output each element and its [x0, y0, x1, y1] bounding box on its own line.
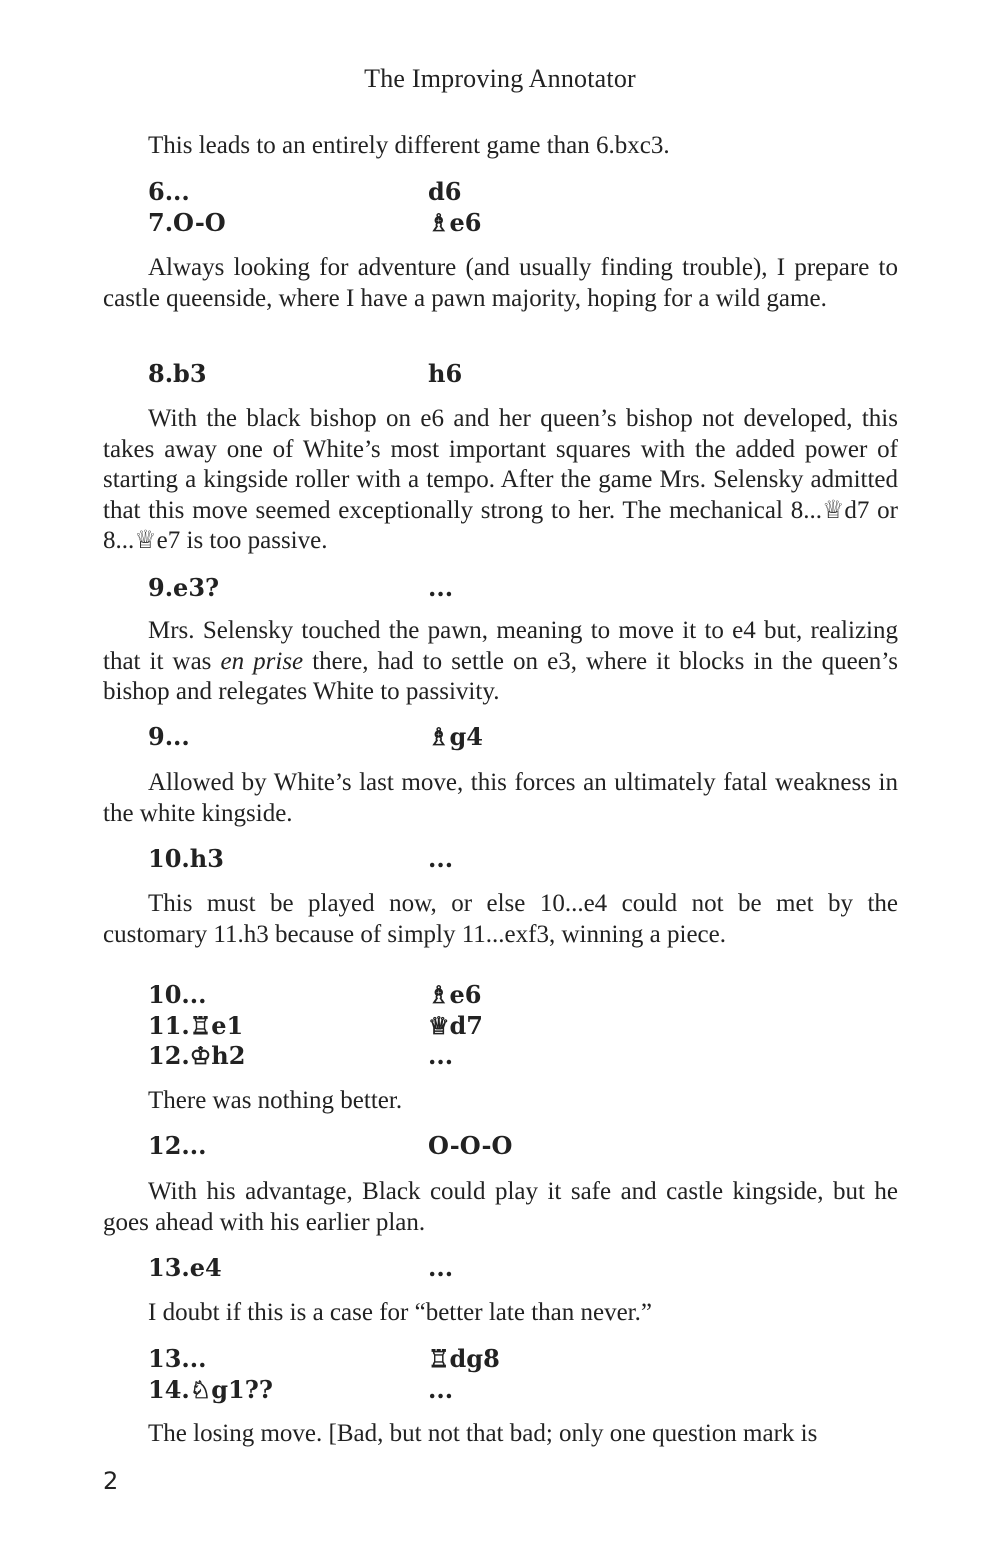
paragraph-text: The losing move. [Bad, but not that bad; only one question mark is [148, 1420, 818, 1447]
white-move: 13.e4 [148, 1253, 222, 1282]
commentary-paragraph [103, 889, 898, 950]
move-block [148, 844, 848, 875]
commentary-paragraph [103, 1419, 898, 1450]
white-move: 12.♔h2 [148, 1041, 246, 1070]
move-block [148, 1344, 848, 1405]
paragraph-text-before: Mrs. Selensky touched the pawn, meaning to move it to e4 but, realizing that it was [103, 617, 898, 675]
black-move: ... [428, 1041, 454, 1070]
black-move: O-O-O [428, 1131, 513, 1160]
commentary-paragraph [103, 1177, 898, 1238]
black-move: ♗e6 [428, 980, 482, 1009]
paragraph-text: With his advantage, Black could play it safe and castle kingside, but he goes ahead with his earlier plan. [103, 1178, 898, 1236]
commentary-paragraph [103, 1086, 898, 1117]
white-move: 8.b3 [148, 359, 207, 388]
white-move: 6... [148, 177, 190, 206]
move-block [148, 573, 848, 604]
black-move: ... [428, 573, 454, 602]
move-block [148, 1253, 848, 1284]
white-move: 9... [148, 722, 190, 751]
move-row [148, 359, 848, 390]
white-move: 7.O-O [148, 207, 226, 237]
commentary-paragraph [103, 1298, 898, 1329]
move-block [148, 722, 848, 753]
white-move: 12... [148, 1131, 207, 1160]
move-row [148, 177, 848, 208]
paragraph-text: This leads to an entirely different game than 6.bxc3. [148, 132, 670, 159]
black-move: d6 [428, 177, 462, 206]
paragraph-text: Allowed by White’s last move, this forces an ultimately fatal weakness in the white kingside. [103, 769, 898, 827]
commentary-paragraph [103, 253, 898, 314]
move-row [148, 1375, 848, 1406]
white-move: 9.e3? [148, 573, 220, 602]
white-move: 14.♘g1?? [148, 1374, 273, 1404]
paragraph-text: I doubt if this is a case for “better late than never.” [148, 1299, 652, 1326]
move-row [148, 980, 848, 1011]
move-block [148, 1131, 848, 1162]
move-block [148, 980, 848, 1072]
paragraph-text-after: there, had to settle on e3, where it blocks in the queen’s bishop and relegates White to passivity. [103, 647, 898, 705]
move-row [148, 1041, 848, 1072]
move-row [148, 1253, 848, 1284]
black-move: ♗g4 [428, 722, 483, 751]
move-row [148, 573, 848, 604]
white-move: 13... [148, 1344, 207, 1373]
commentary-paragraph [103, 768, 898, 829]
italic-term: en prise [220, 647, 304, 675]
black-move: ♗e6 [428, 207, 482, 237]
black-move: h6 [428, 359, 463, 388]
black-move: ♕d7 [428, 1010, 483, 1040]
running-header: The Improving Annotator [364, 64, 636, 93]
black-move: ... [428, 844, 454, 873]
move-row [148, 208, 848, 239]
commentary-paragraph [103, 131, 898, 162]
black-move: ... [428, 1374, 454, 1404]
move-row [148, 1131, 848, 1162]
move-row [148, 1344, 848, 1375]
black-move: ♖dg8 [428, 1344, 500, 1373]
white-move: 10.h3 [148, 844, 224, 873]
move-block [148, 359, 848, 390]
white-move: 11.♖e1 [148, 1010, 244, 1040]
move-row [148, 844, 848, 875]
paragraph-text: This must be played now, or else 10...e4 could not be met by the customary 11.h3 because of simply 11...exf3, winning a piece. [103, 890, 898, 948]
move-block [148, 177, 848, 238]
move-row [148, 722, 848, 753]
paragraph-text: There was nothing better. [148, 1087, 403, 1114]
black-move: ... [428, 1253, 454, 1282]
commentary-paragraph [103, 616, 898, 708]
white-move: 10... [148, 980, 207, 1009]
move-row [148, 1011, 848, 1042]
paragraph-text: With the black bishop on e6 and her queen’s bishop not developed, this takes away one of White’s most important squares with the added power of starting a kingside roller with a tempo. After the game Mrs. Selensky admitted that this move seemed exceptionally strong to her. The mechanical 8...♕d7 or 8...♕e7 is too passive. [103, 405, 898, 554]
page-number: 2 [103, 1467, 119, 1495]
paragraph-text: Always looking for adventure (and usually finding trouble), I prepare to castle queenside, where I have a pawn majority, hoping for a wild game. [103, 254, 898, 312]
commentary-paragraph [103, 404, 898, 557]
